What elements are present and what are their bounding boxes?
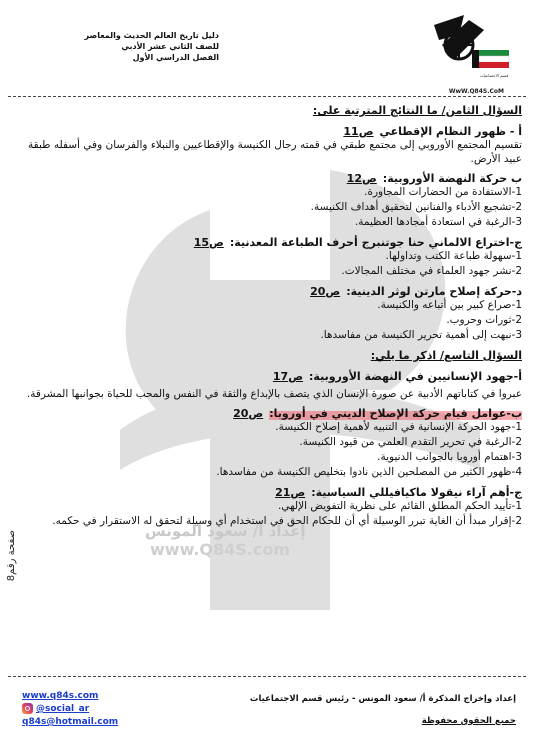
instagram-icon <box>22 703 33 714</box>
email-link[interactable]: q84s@hotmail.com <box>22 717 119 727</box>
q8-b-item: 3-الرغبة في استعادة أمجادها العظيمة. <box>354 216 522 228</box>
footer-credits <box>250 688 516 732</box>
logo-site-text: WwW.Q84S.CoM <box>448 88 504 95</box>
q9-a-title: أ-جهود الإنسانيين في النهضة الأوروبية: <box>309 370 522 383</box>
q8-a-page: ص11 <box>343 125 374 138</box>
q9-c-title: ج-أهم آراء نيقولا ماكيافيللي السياسية: <box>311 486 522 499</box>
page-number-label: صفحة رقم8 <box>6 530 17 582</box>
footer-credit: إعداد وإخراج المذكرة أ/ سعود المونس - رئيس قسم الاجتماعيات <box>249 694 516 704</box>
q8-c-page: ص15 <box>193 236 224 249</box>
main-content <box>12 104 522 528</box>
q8-d-page: ص20 <box>310 285 341 298</box>
watermark-url: www.Q84S.com <box>150 540 291 559</box>
q9-c-title-row <box>12 486 522 499</box>
watermark-name: إعداد أ/ سعود المونس <box>145 522 306 540</box>
q9-c-item: 2-إقرار مبدأ أن الغاية تبرر الوسيلة أي أن للحكام الحق في استخدام أي وسيلة لتحقق له الاستقرار في حكمه. <box>52 515 522 527</box>
q9-b-item: 4-ظهور الكثير من المصلحين الذين نادوا بتخليص الكنيسة من مفاسدها. <box>216 466 522 478</box>
instagram-link[interactable]: @social_ar <box>36 704 90 714</box>
doc-header <box>49 30 219 63</box>
q8-b-page: ص12 <box>346 172 377 185</box>
header-line-3: الفصل الدراسي الأول <box>132 53 219 62</box>
q9-c-item: 1-تأييد الحكم المطلق القائم على نظرية التفويض الإلهي. <box>277 500 522 512</box>
header-line-1: دليل تاريخ العالم الحديث والمعاصر <box>84 31 219 40</box>
svg-text:قسم الاجتماعيات: قسم الاجتماعيات <box>479 73 509 78</box>
q8-b-title: ب حركة النهضة الأوروبية: <box>382 172 522 185</box>
top-divider <box>8 96 526 97</box>
q8-d-item: 2-ثورات وحروب. <box>446 314 522 326</box>
q9-c-page: ص21 <box>275 486 306 499</box>
footer-rights: جميع الحقوق محفوظة <box>421 716 516 726</box>
q9-b-item: 2-الرغبة في تحرير التقدم العلمي من قيود الكنيسة. <box>299 436 522 448</box>
q8-c-item: 2-نشر جهود العلماء في مختلف المجالات. <box>341 265 522 277</box>
q8-a-text: تقسيم المجتمع الأوروبي إلى مجتمع طبقي في قمته رجال الكنيسة والإقطاعيين والنبلاء والفرسان وفي أسفله طبقة عبيد الأرض. <box>28 139 522 165</box>
q9-a-page: ص17 <box>272 370 304 383</box>
q9-a-title-row <box>12 370 522 383</box>
site-logo <box>424 5 524 95</box>
q8-b-item: 2-تشجيع الأدباء والفنانين لتحقيق أهداف الكنيسة. <box>310 201 522 213</box>
q8-d-title-row <box>12 285 522 298</box>
question-9-heading: السؤال التاسع/ اذكر ما يلي: <box>370 349 522 362</box>
website-link[interactable]: www.q84s.com <box>22 691 99 701</box>
q8-c-item: 1-سهولة طباعة الكتب وتداولها. <box>385 250 522 262</box>
question-8-heading: السؤال الثامن/ ما النتائج المترتبة على: <box>312 104 522 117</box>
q8-c-title: ج-اختراع الالماني حنا جوتنبرج أحرف الطباعة المعدنية: <box>229 236 522 249</box>
q8-d-item: 1-صراع كبير بين أتباعه والكنيسة. <box>377 299 522 311</box>
q8-b-item: 1-الاستفادة من الحضارات المجاورة. <box>364 186 522 198</box>
q9-b-item: 1-جهود الحركة الإنسانية في التنبيه لأهمية إصلاح الكنيسة. <box>275 421 522 433</box>
q9-b-title-row <box>12 407 522 420</box>
q8-d-item: 3-نبهت إلى أهمية تحرير الكنيسة من مفاسدها. <box>320 329 522 341</box>
q9-b-title: ب-عوامل قيام حركة الإصلاح الديني في أوروبا: <box>269 407 522 420</box>
header-line-2: للصف الثاني عشر الأدبي <box>121 42 219 51</box>
q8-a-title: أ - ظهور النظام الإقطاعي <box>379 125 522 138</box>
q8-b-title-row <box>12 172 522 185</box>
footer-contacts <box>22 690 118 729</box>
q9-b-page: ص20 <box>233 407 264 420</box>
q9-a-text: عبروا في كتاباتهم الأدبية عن صورة الإنسان الذي يتصف بالإبداع والثقة في النفس والمحب للحياة بجوانبها المشرقة. <box>26 388 522 400</box>
bottom-divider <box>8 676 526 677</box>
q9-b-item: 3-اهتمام أوروبا بالجوانب الدنيوية. <box>377 451 522 463</box>
q8-d-title: د-حركة إصلاح مارتن لوثر الدينية: <box>346 285 522 298</box>
q8-a-title-row <box>12 125 522 138</box>
q8-c-title-row <box>12 236 522 249</box>
